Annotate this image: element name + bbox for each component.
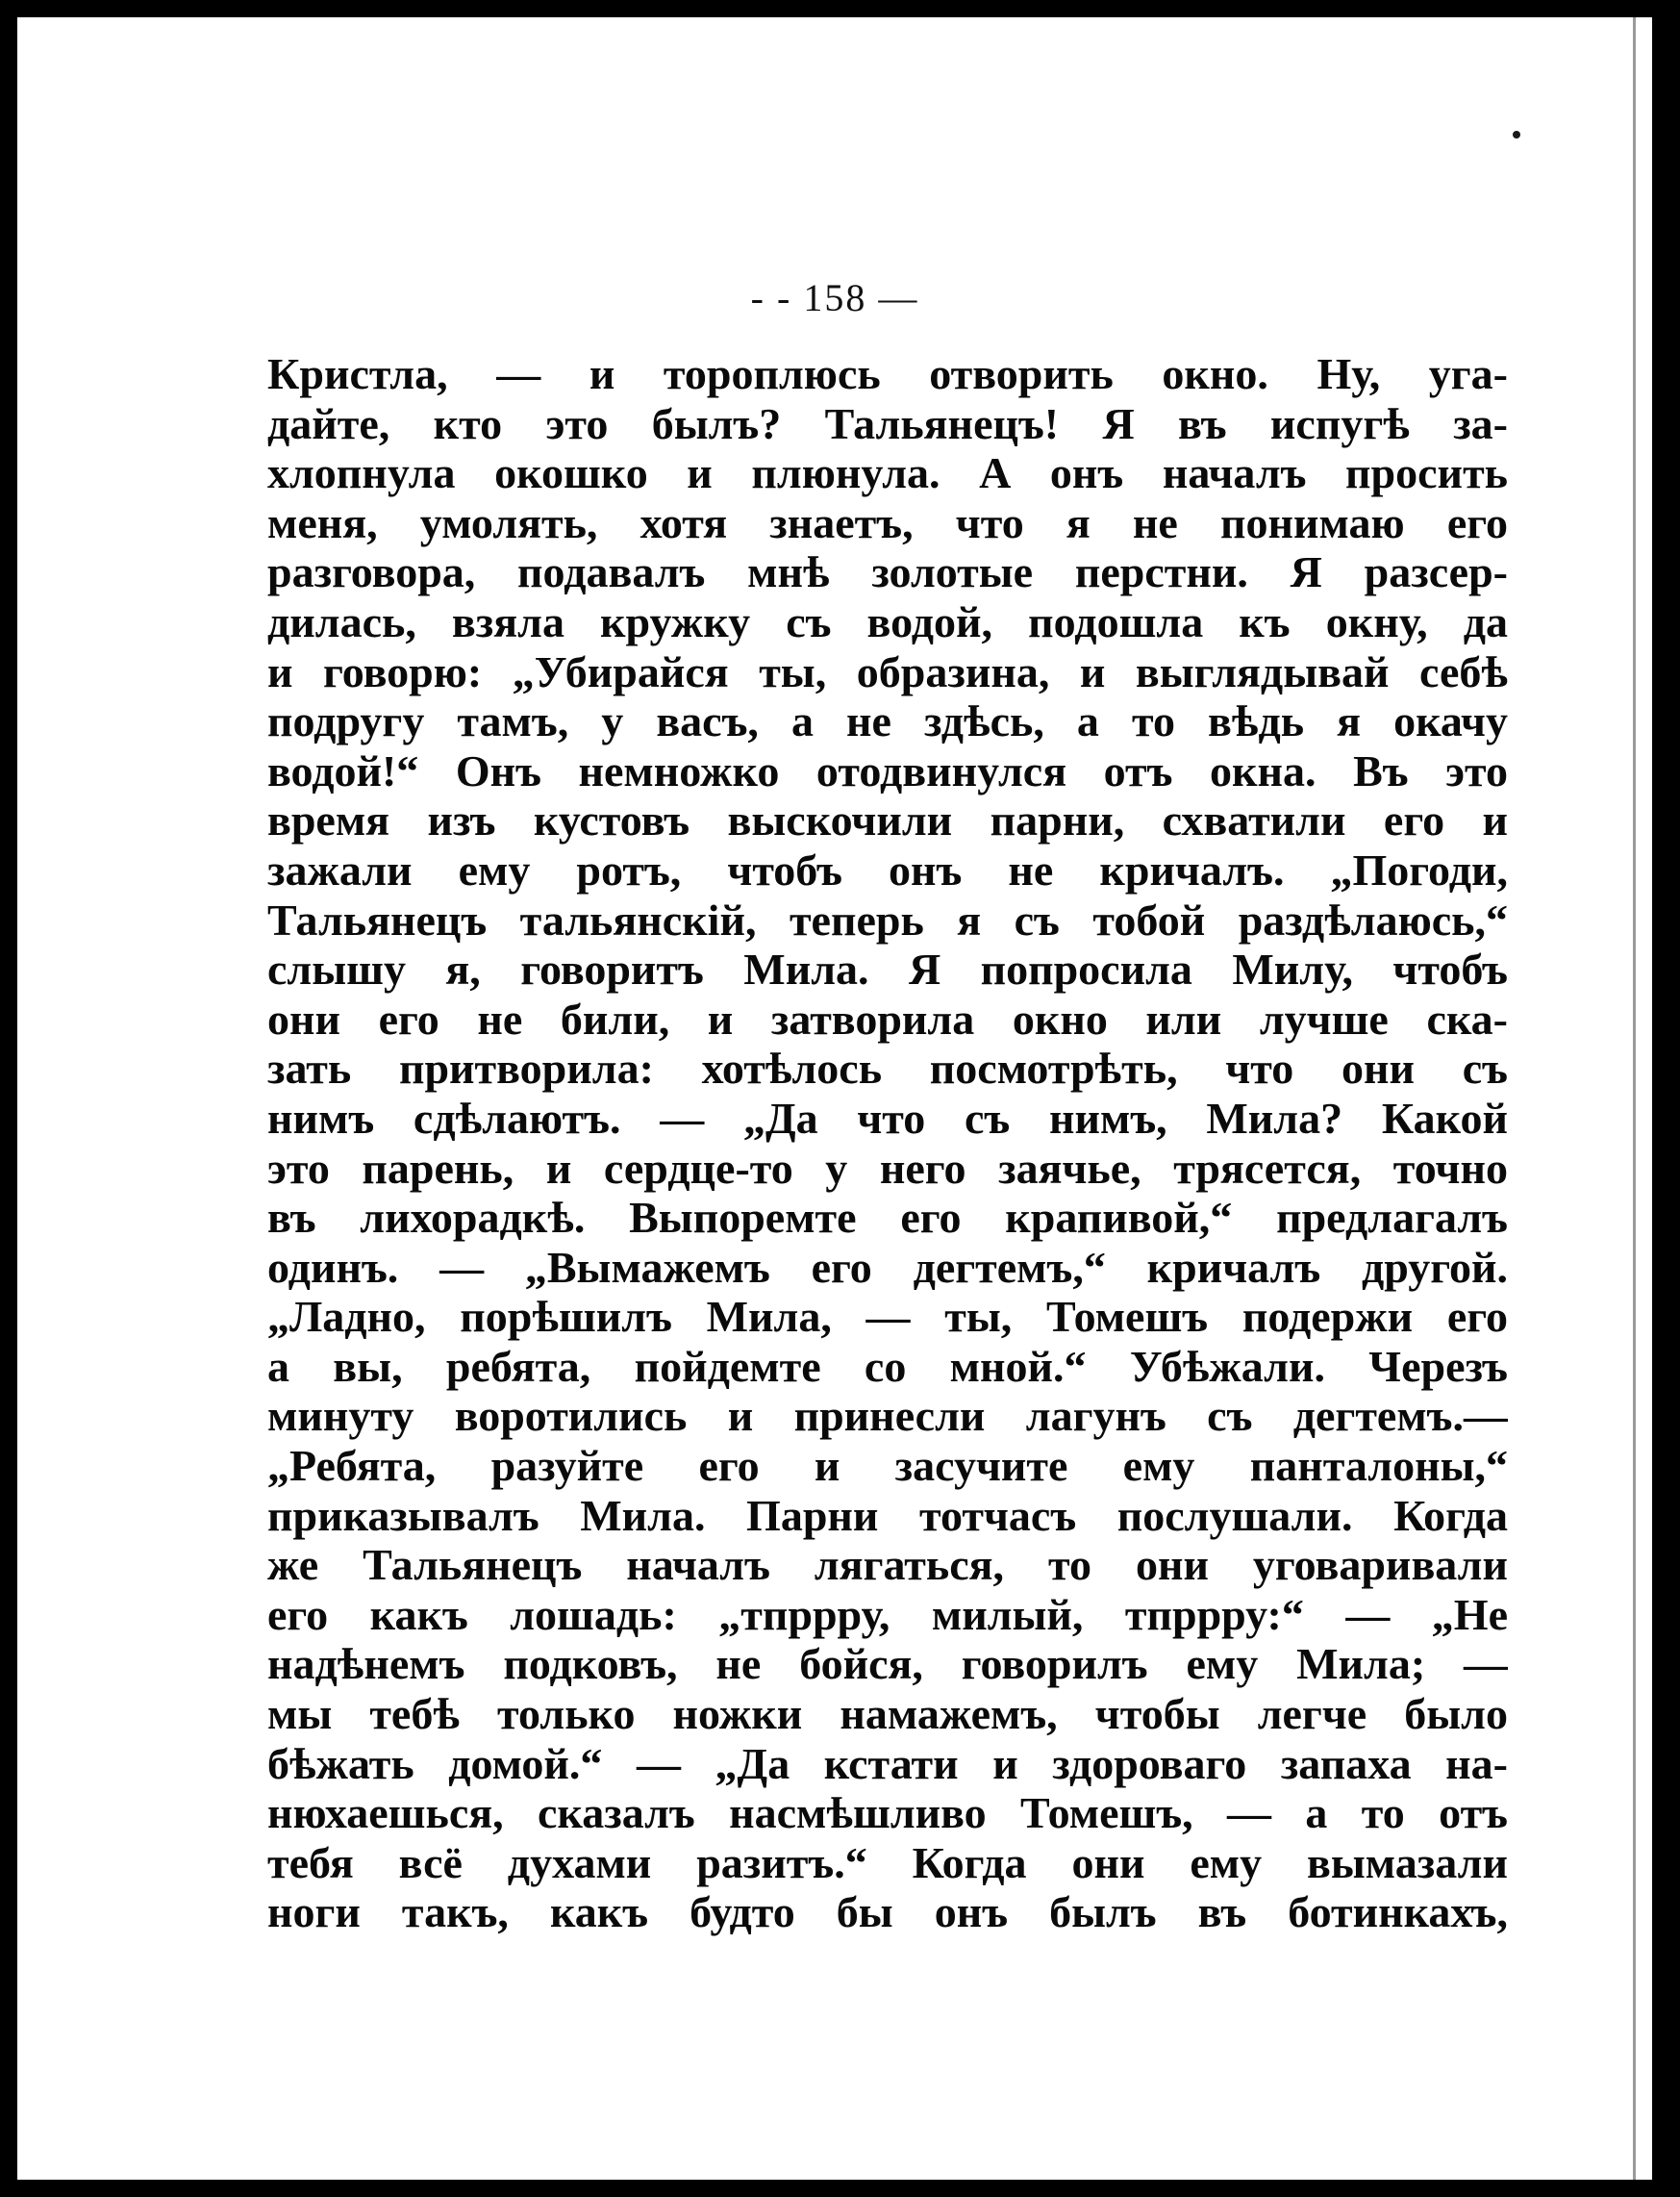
text-line: бѣжать домой.“ — „Да кстати и здороваго запаха на- (267, 1738, 1508, 1788)
text-line: а вы, ребята, пойдемте со мной.“ Убѣжали. Черезъ (267, 1341, 1508, 1391)
book-page (17, 17, 1652, 2180)
text-line: подругу тамъ, у васъ, а не здѣсь, а то вѣдь я окачу (267, 696, 1508, 746)
text-line: хлопнула окошко и плюнула. А онъ началъ просить (267, 448, 1508, 498)
text-line: же Тальянецъ началъ лягаться, то они уговаривали (267, 1540, 1508, 1590)
page-edge-line (1633, 17, 1636, 2180)
text-line: дайте, кто это былъ? Тальянецъ! Я въ испугѣ за- (267, 398, 1508, 448)
text-line: приказывалъ Мила. Парни тотчасъ послушали. Когда (267, 1490, 1508, 1540)
scan-speck (1513, 131, 1520, 139)
text-line: ноги такъ, какъ будто бы онъ былъ въ ботинкахъ, (267, 1887, 1508, 1937)
text-line: нюхаешься, сказалъ насмѣшливо Томешъ, — а то отъ (267, 1788, 1508, 1838)
text-line: время изъ кустовъ выскочили парни, схватили его и (267, 795, 1508, 846)
body-text (267, 349, 1508, 1937)
text-line: они его не били, и затворила окно или лучше ска- (267, 994, 1508, 1044)
text-line: надѣнемъ подковъ, не бойся, говорилъ ему Мила; — (267, 1639, 1508, 1689)
text-line: одинъ. — „Вымажемъ его дегтемъ,“ кричалъ другой. (267, 1242, 1508, 1292)
text-line: разговора, подавалъ мнѣ золотые перстни. Я разсер- (267, 547, 1508, 597)
text-line: зажали ему ротъ, чтобъ онъ не кричалъ. „Погоди, (267, 845, 1508, 895)
text-line: это парень, и сердце-то у него заячье, трясется, точно (267, 1143, 1508, 1193)
text-line: слышу я, говоритъ Мила. Я попросила Милу, чтобъ (267, 945, 1508, 995)
text-line: водой!“ Онъ немножко отодвинулся отъ окна. Въ это (267, 745, 1508, 795)
text-line: тебя всё духами разитъ.“ Когда они ему вымазали (267, 1837, 1508, 1887)
page-number-header: - - 158 — (750, 276, 919, 319)
text-line: Тальянецъ тальянскій, теперь я съ тобой раздѣлаюсь,“ (267, 895, 1508, 945)
text-line: въ лихорадкѣ. Выпоремте его крапивой,“ предлагалъ (267, 1193, 1508, 1243)
text-line: „Ладно, порѣшилъ Мила, — ты, Томешъ подержи его (267, 1292, 1508, 1342)
text-line: мы тебѣ только ножки намажемъ, чтобы легче было (267, 1689, 1508, 1739)
text-line: и говорю: „Убирайся ты, образина, и выглядывай себѣ (267, 646, 1508, 696)
text-line: минуту воротились и принесли лагунъ съ дегтемъ.— (267, 1391, 1508, 1441)
text-line: дилась, взяла кружку съ водой, подошла къ окну, да (267, 596, 1508, 646)
text-line: его какъ лошадь: „тпррру, милый, тпррру:“ — „Не (267, 1589, 1508, 1639)
text-line: меня, умолять, хотя знаетъ, что я не понимаю его (267, 497, 1508, 547)
text-line: Кристла, — и тороплюсь отворить окно. Ну, уга- (267, 349, 1508, 398)
text-line: „Ребята, разуйте его и засучите ему панталоны,“ (267, 1441, 1508, 1491)
text-line: зать притворила: хотѣлось посмотрѣть, что они съ (267, 1044, 1508, 1094)
text-line: нимъ сдѣлаютъ. — „Да что съ нимъ, Мила? Какой (267, 1093, 1508, 1143)
